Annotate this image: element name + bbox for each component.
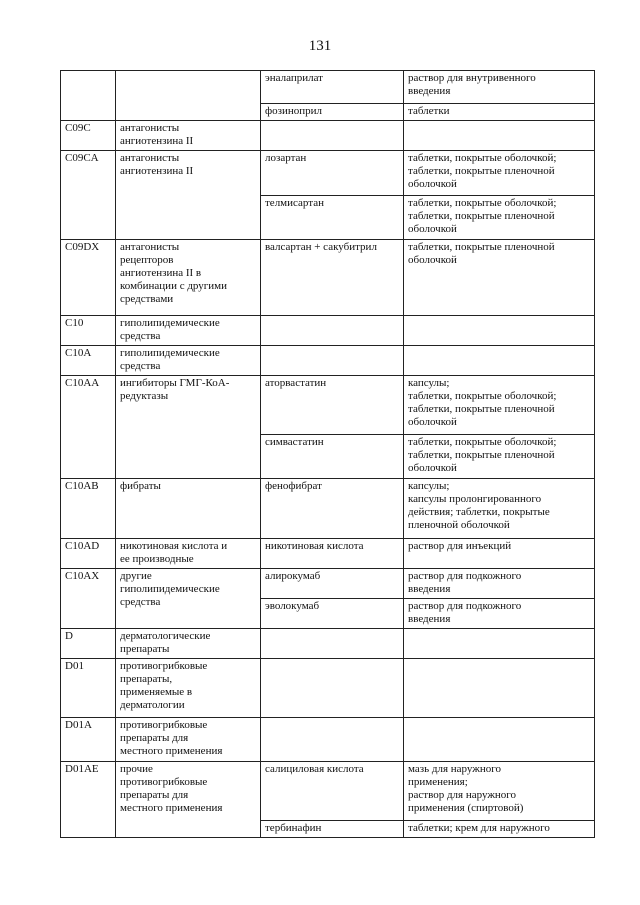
group-name-cell-line: другие	[120, 570, 152, 582]
group-name-cell-line: рецепторов	[120, 254, 174, 266]
dosage-form-cell-line: введения	[408, 85, 451, 97]
group-name-cell-line: препараты,	[120, 673, 173, 685]
group-name-cell-line: ее производные	[120, 553, 194, 565]
group-name-cell	[116, 659, 261, 718]
group-name-cell-line: средства	[120, 596, 161, 608]
drug-name-cell	[261, 599, 404, 629]
table-row	[61, 479, 595, 539]
group-name-cell	[116, 479, 261, 539]
dosage-form-cell-line: оболочкой	[408, 223, 457, 235]
dosage-form-cell-line: таблетки, покрытые оболочкой;	[408, 152, 557, 164]
table-row	[61, 659, 595, 718]
group-name-cell-line: прочие	[120, 763, 153, 775]
group-name-cell	[116, 629, 261, 659]
dosage-form-cell-line: таблетки, покрытые пленочной	[408, 165, 555, 177]
table-row	[61, 376, 595, 435]
drug-name-cell	[261, 196, 404, 240]
drug-name-cell	[261, 346, 404, 376]
dosage-form-cell	[404, 376, 595, 435]
dosage-form-cell-line: оболочкой	[408, 416, 457, 428]
dosage-form-cell-line: таблетки, покрытые пленочной	[408, 241, 555, 253]
dosage-form-cell-line: раствор для подкожного	[408, 570, 522, 582]
atc-code-cell: C10AA	[61, 376, 116, 479]
dosage-form-cell	[404, 629, 595, 659]
dosage-form-cell-line: таблетки	[408, 105, 450, 117]
group-name-cell	[116, 346, 261, 376]
table-row	[61, 629, 595, 659]
table-row	[61, 121, 595, 151]
atc-code-cell: C10	[61, 316, 116, 346]
dosage-form-cell-line: раствор для наружного	[408, 789, 517, 801]
dosage-form-cell	[404, 71, 595, 104]
drug-name-cell	[261, 821, 404, 838]
atc-code-cell	[61, 71, 116, 121]
dosage-form-cell-line: таблетки, покрытые пленочной	[408, 403, 555, 415]
group-name-cell	[116, 569, 261, 629]
dosage-form-cell	[404, 151, 595, 196]
dosage-form-cell-line: таблетки, покрытые оболочкой;	[408, 390, 557, 402]
table-row	[61, 316, 595, 346]
group-name-cell-line: применяемые в	[120, 686, 193, 698]
group-name-cell	[116, 316, 261, 346]
group-name-cell-line: гиполипидемические	[120, 347, 220, 359]
dosage-form-cell-line: таблетки, покрытые оболочкой;	[408, 197, 557, 209]
group-name-cell	[116, 762, 261, 838]
group-name-cell	[116, 121, 261, 151]
dosage-form-cell-line: раствор для внутривенного	[408, 72, 536, 84]
medication-table	[60, 70, 595, 838]
dosage-form-cell-line: введения	[408, 613, 451, 625]
drug-name-cell	[261, 539, 404, 569]
dosage-form-cell	[404, 240, 595, 316]
group-name-cell-line: дерматологические	[120, 630, 211, 642]
dosage-form-cell-line: оболочкой	[408, 254, 457, 266]
group-name-cell-line: средствами	[120, 293, 174, 305]
group-name-cell-line: препараты	[120, 643, 170, 655]
table-row	[61, 569, 595, 599]
dosage-form-cell	[404, 599, 595, 629]
drug-name-cell	[261, 762, 404, 821]
group-name-cell	[116, 151, 261, 240]
drug-name-cell	[261, 71, 404, 104]
group-name-cell-line: ангиотензина II в	[120, 267, 202, 279]
drug-name-cell-line: фенофибрат	[265, 480, 322, 492]
dosage-form-cell-line: раствор для подкожного	[408, 600, 522, 612]
dosage-form-cell-line: таблетки, покрытые пленочной	[408, 210, 555, 222]
dosage-form-cell-line: введения	[408, 583, 451, 595]
drug-name-cell-line: симвастатин	[265, 436, 324, 448]
group-name-cell-line: гиполипидемические	[120, 583, 220, 595]
dosage-form-cell	[404, 539, 595, 569]
group-name-cell-line: средства	[120, 360, 161, 372]
group-name-cell-line: противогрибковые	[120, 660, 208, 672]
atc-code-cell: C10AD	[61, 539, 116, 569]
drug-name-cell	[261, 316, 404, 346]
dosage-form-cell	[404, 346, 595, 376]
group-name-cell-line: антагонисты	[120, 152, 180, 164]
group-name-cell-line: никотиновая кислота и	[120, 540, 228, 552]
group-name-cell-line: противогрибковые	[120, 776, 208, 788]
drug-name-cell-line: алирокумаб	[265, 570, 321, 582]
atc-code-cell: D01	[61, 659, 116, 718]
drug-name-cell-line: тербинафин	[265, 822, 322, 834]
group-name-cell-line: противогрибковые	[120, 719, 208, 731]
drug-name-cell	[261, 718, 404, 762]
drug-name-cell	[261, 569, 404, 599]
group-name-cell-line: местного применения	[120, 802, 223, 814]
group-name-cell-line: препараты для	[120, 732, 189, 744]
drug-name-cell	[261, 479, 404, 539]
dosage-form-cell-line: применения;	[408, 776, 468, 788]
drug-name-cell	[261, 376, 404, 435]
page-number: 131	[308, 38, 332, 54]
drug-name-cell	[261, 435, 404, 479]
table-row	[61, 346, 595, 376]
dosage-form-cell	[404, 479, 595, 539]
drug-name-cell-line: валсартан + сакубитрил	[265, 241, 377, 253]
drug-name-cell-line: фозиноприл	[265, 105, 323, 117]
dosage-form-cell-line: капсулы пролонгированного	[408, 493, 542, 505]
dosage-form-cell-line: оболочкой	[408, 462, 457, 474]
drug-name-cell	[261, 659, 404, 718]
atc-code-cell: D01AE	[61, 762, 116, 838]
drug-name-cell	[261, 629, 404, 659]
dosage-form-cell-line: оболочкой	[408, 178, 457, 190]
dosage-form-cell-line: таблетки, покрытые пленочной	[408, 449, 555, 461]
table-row	[61, 718, 595, 762]
group-name-cell	[116, 240, 261, 316]
group-name-cell-line: местного применения	[120, 745, 223, 757]
atc-code-cell: C09DX	[61, 240, 116, 316]
table-row	[61, 240, 595, 316]
group-name-cell	[116, 376, 261, 479]
group-name-cell	[116, 71, 261, 121]
dosage-form-cell	[404, 569, 595, 599]
dosage-form-cell	[404, 821, 595, 838]
dosage-form-cell-line: действия; таблетки, покрытые	[408, 506, 550, 518]
drug-name-cell	[261, 151, 404, 196]
dosage-form-cell-line: таблетки; крем для наружного	[408, 822, 550, 834]
group-name-cell-line: дерматологии	[120, 699, 185, 711]
atc-code-cell: C10A	[61, 346, 116, 376]
group-name-cell-line: средства	[120, 330, 161, 342]
table-row	[61, 762, 595, 821]
table-row	[61, 71, 595, 104]
dosage-form-cell-line: применения (спиртовой)	[408, 802, 524, 814]
dosage-form-cell	[404, 718, 595, 762]
dosage-form-cell	[404, 121, 595, 151]
dosage-form-cell	[404, 104, 595, 121]
atc-code-cell: C10AB	[61, 479, 116, 539]
group-name-cell-line: фибраты	[120, 480, 161, 492]
drug-name-cell-line: эволокумаб	[265, 600, 320, 612]
drug-name-cell-line: аторвастатин	[265, 377, 327, 389]
dosage-form-cell	[404, 659, 595, 718]
drug-name-cell	[261, 104, 404, 121]
drug-name-cell-line: эналаприлат	[265, 72, 323, 84]
group-name-cell-line: антагонисты	[120, 122, 180, 134]
group-name-cell-line: ангиотензина II	[120, 135, 194, 147]
dosage-form-cell-line: пленочной оболочкой	[408, 519, 510, 531]
atc-code-cell: C10AX	[61, 569, 116, 629]
atc-code-cell: C09CA	[61, 151, 116, 240]
dosage-form-cell	[404, 196, 595, 240]
drug-name-cell-line: никотиновая кислота	[265, 540, 364, 552]
group-name-cell	[116, 539, 261, 569]
group-name-cell-line: препараты для	[120, 789, 189, 801]
drug-name-cell-line: салициловая кислота	[265, 763, 364, 775]
drug-name-cell	[261, 121, 404, 151]
atc-code-cell: D	[61, 629, 116, 659]
group-name-cell-line: ангиотензина II	[120, 165, 194, 177]
group-name-cell-line: комбинации с другими	[120, 280, 228, 292]
drug-name-cell	[261, 240, 404, 316]
table-row	[61, 539, 595, 569]
atc-code-cell: D01A	[61, 718, 116, 762]
dosage-form-cell-line: таблетки, покрытые оболочкой;	[408, 436, 557, 448]
drug-name-cell-line: телмисартан	[265, 197, 324, 209]
dosage-form-cell-line: раствор для инъекций	[408, 540, 512, 552]
dosage-form-cell	[404, 762, 595, 821]
dosage-form-cell	[404, 435, 595, 479]
dosage-form-cell-line: капсулы;	[408, 377, 450, 389]
group-name-cell-line: редуктазы	[120, 390, 169, 402]
table-row	[61, 151, 595, 196]
group-name-cell-line: гиполипидемические	[120, 317, 220, 329]
dosage-form-cell-line: капсулы;	[408, 480, 450, 492]
group-name-cell-line: ингибиторы ГМГ-КоА-	[120, 377, 230, 389]
dosage-form-cell-line: мазь для наружного	[408, 763, 501, 775]
dosage-form-cell	[404, 316, 595, 346]
drug-name-cell-line: лозартан	[265, 152, 307, 164]
group-name-cell	[116, 718, 261, 762]
atc-code-cell: C09C	[61, 121, 116, 151]
group-name-cell-line: антагонисты	[120, 241, 180, 253]
